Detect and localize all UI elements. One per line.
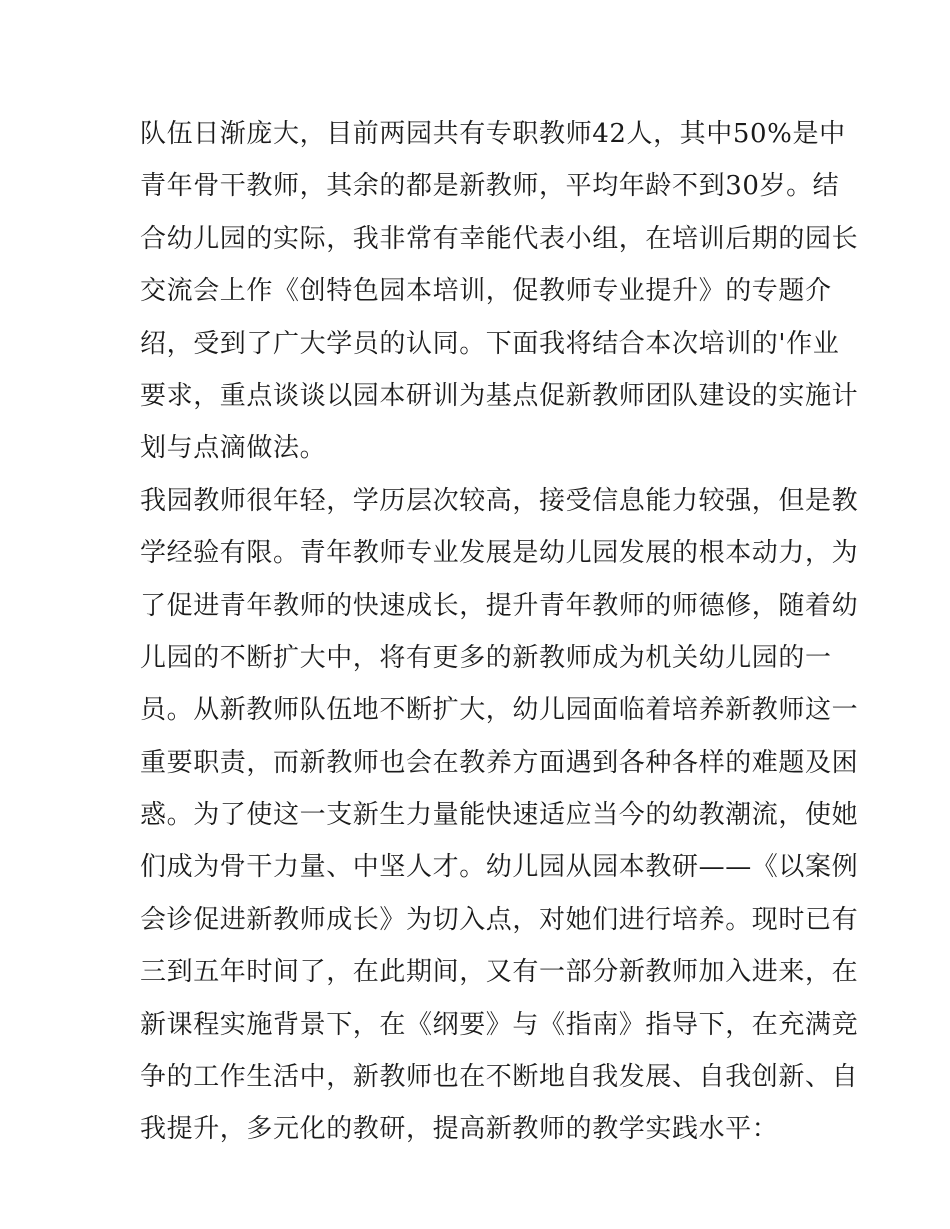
- text-line: 绍，受到了广大学员的认同。下面我将结合本次培训的'作业: [140, 328, 840, 359]
- text-line: 我提升，多元化的教研，提高新教师的教学实践水平：: [140, 1114, 779, 1145]
- text-line: 学经验有限。青年教师专业发展是幼儿园发展的根本动力，为: [140, 538, 859, 569]
- text-line: 要求，重点谈谈以园本研训为基点促新教师团队建设的实施计: [140, 380, 859, 411]
- text-line: 了促进青年教师的快速成长，提升青年教师的师德修，随着幼: [140, 590, 859, 621]
- text-line: 员。从新教师队伍地不断扩大，幼儿园面临着培养新教师这一: [140, 695, 859, 726]
- text-line: 青年骨干教师，其余的都是新教师，平均年龄不到30岁。结: [140, 171, 840, 202]
- text-line: 我园教师很年轻，学历层次较高，接受信息能力较强，但是教: [140, 485, 859, 516]
- text-line: 惑。为了使这一支新生力量能快速适应当今的幼教潮流，使她: [140, 800, 859, 831]
- text-line: 三到五年时间了，在此期间，又有一部分新教师加入进来，在: [140, 957, 859, 988]
- text-line: 合幼儿园的实际，我非常有幸能代表小组，在培训后期的园长: [140, 223, 859, 254]
- text-line: 队伍日渐庞大，目前两园共有专职教师42人，其中50%是中: [140, 119, 846, 149]
- text-line: 新课程实施背景下，在《纲要》与《指南》指导下，在充满竞: [140, 1009, 859, 1040]
- text-line: 会诊促进新教师成长》为切入点，对她们进行培养。现时已有: [140, 904, 859, 935]
- text-line: 争的工作生活中，新教师也在不断地自我发展、自我创新、自: [140, 1062, 859, 1093]
- text-line: 划与点滴做法。: [140, 433, 327, 464]
- text-line: 交流会上作《创特色园本培训，促教师专业提升》的专题介: [140, 276, 832, 307]
- text-line: 儿园的不断扩大中，将有更多的新教师成为机关幼儿园的一: [140, 642, 832, 673]
- text-line: 们成为骨干力量、中坚人才。幼儿园从园本教研——《以案例: [140, 852, 859, 883]
- text-line: 重要职责，而新教师也会在教养方面遇到各种各样的难题及困: [140, 747, 859, 778]
- body-text: [140, 108, 859, 1156]
